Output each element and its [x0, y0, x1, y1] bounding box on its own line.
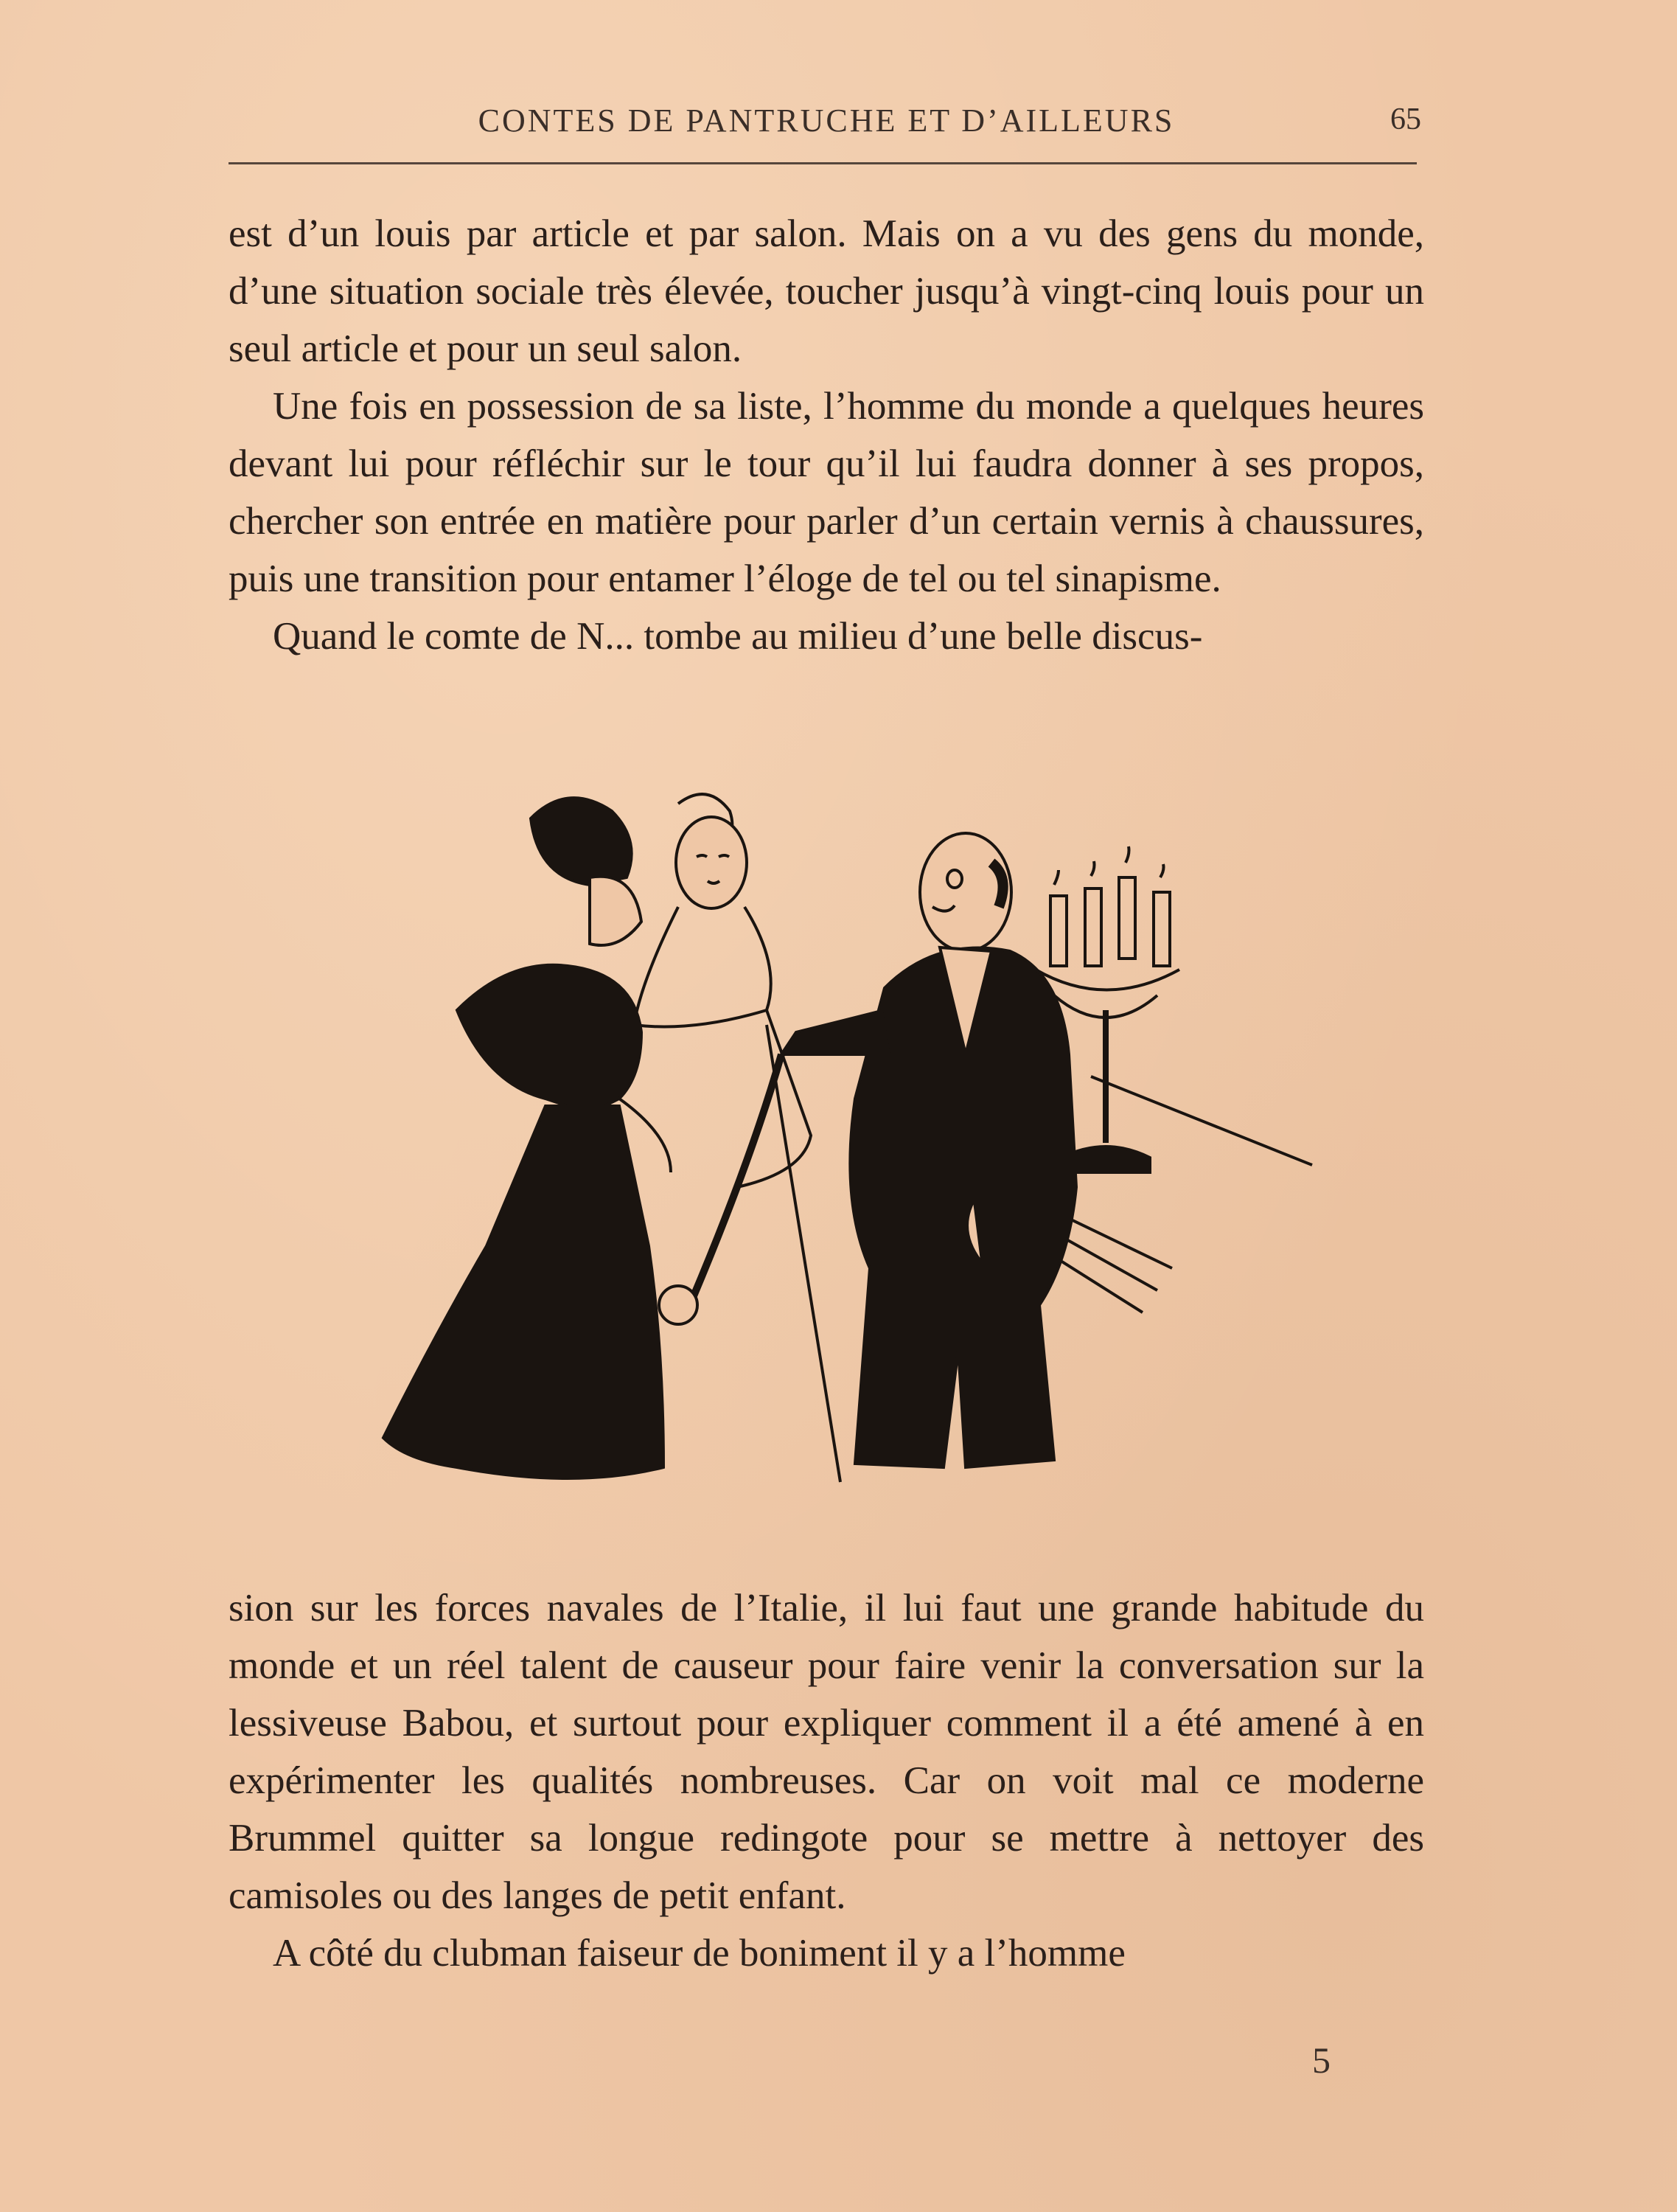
header-rule	[229, 162, 1417, 164]
paragraph-continued: sion sur les forces navales de l’Italie, il lui faut une grande habitude du monde et un réel talent de causeur pour faire venir la conversation sur la lessiveuse Babou, et surtout pour expliquer comment il a été amené à en expérimenter les qualités nombreuses. Car on voit mal ce moderne Brummel quitter sa longue redingote pour se mettre à nettoyer des camisoles ou des langes de petit enfant.	[229, 1587, 1424, 1917]
running-head	[229, 102, 1424, 146]
text-block-top	[229, 205, 1424, 665]
text-block-bottom	[229, 1579, 1424, 1982]
lady-dark-dress-figure	[383, 798, 671, 1478]
paragraph: A côté du clubman faiseur de boniment il y a l’homme	[273, 1932, 1126, 1975]
illustration-salon-scene	[324, 789, 1342, 1497]
lady-light-dress-figure	[634, 794, 840, 1482]
running-title: CONTES DE PANTRUCHE ET D’AILLEURS	[478, 102, 1175, 139]
paragraph: Quand le comte de N... tombe au milieu d’une belle discus-	[273, 615, 1203, 658]
signature-mark: 5	[1312, 2039, 1331, 2081]
gentleman-figure	[659, 833, 1076, 1467]
paragraph-continued: est d’un louis par article et par salon. Mais on a vu des gens du monde, d’une situation sociale très élevée, toucher jusqu’à vingt-cinq louis pour un seul article et pour un seul salon.	[229, 212, 1424, 370]
page-number: 65	[1390, 102, 1421, 136]
paragraph: Une fois en possession de sa liste, l’homme du monde a quelques heures devant lui pour réfléchir sur le tour qu’il lui faudra donner à ses propos, chercher son entrée en matière pour parler d’un certain vernis à chaussures, puis une transition pour entamer l’éloge de tel ou tel sinapisme.	[229, 385, 1424, 600]
